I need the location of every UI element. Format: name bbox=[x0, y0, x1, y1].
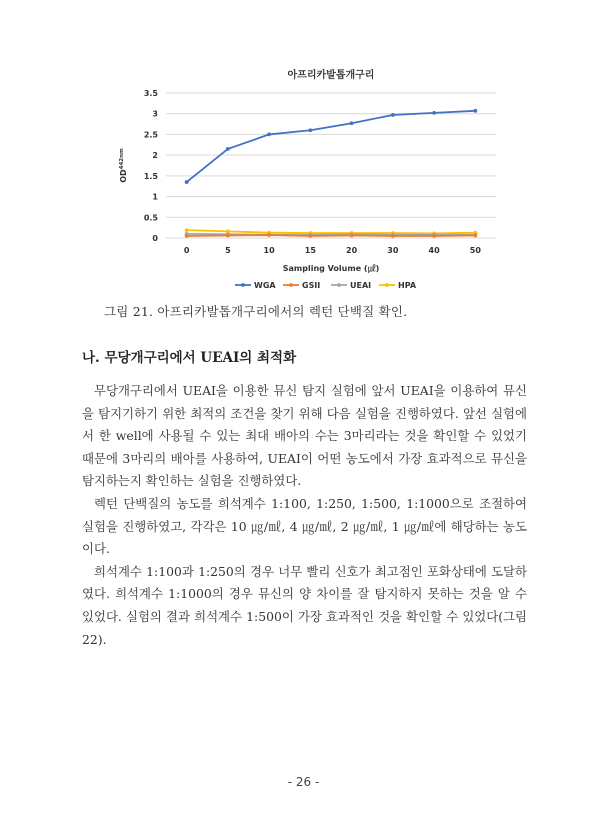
legend-label: UEAI bbox=[350, 281, 372, 290]
data-point-gsii bbox=[185, 234, 189, 238]
x-tick-label: 15 bbox=[304, 246, 316, 255]
series-line-ueai bbox=[187, 234, 476, 235]
data-point-wga bbox=[267, 133, 271, 137]
data-point-gsii bbox=[391, 234, 395, 238]
series-line-gsii bbox=[187, 235, 476, 236]
series-line-hpa bbox=[187, 230, 476, 233]
legend-marker-ueai bbox=[337, 283, 341, 287]
page-number: - 26 - bbox=[287, 775, 320, 789]
chart-svg bbox=[100, 58, 520, 298]
x-tick-label: 5 bbox=[225, 246, 231, 255]
body-text bbox=[82, 380, 527, 651]
x-tick-label: 0 bbox=[183, 246, 190, 255]
figure-caption: 그림 21. 아프리카발톱개구리에서의 렉턴 단백질 확인. bbox=[104, 304, 408, 319]
y-tick-label: 3 bbox=[152, 109, 158, 119]
data-point-wga bbox=[432, 111, 436, 115]
x-tick-label: 20 bbox=[346, 246, 358, 255]
x-axis-label: Sampling Volume (㎕) bbox=[282, 264, 380, 273]
legend-marker-hpa bbox=[385, 283, 389, 287]
data-point-wga bbox=[391, 113, 395, 117]
y-tick-label: 2.5 bbox=[143, 130, 158, 140]
y-tick-label: 0.5 bbox=[143, 213, 158, 223]
y-tick-label: 1.5 bbox=[143, 171, 158, 181]
x-tick-label: 30 bbox=[387, 246, 399, 255]
data-point-wga bbox=[308, 128, 312, 132]
data-point-hpa bbox=[185, 228, 189, 232]
data-point-gsii bbox=[432, 234, 436, 238]
legend-label: GSII bbox=[302, 281, 321, 290]
data-point-wga bbox=[226, 147, 230, 151]
series-line-wga bbox=[187, 111, 476, 182]
data-point-wga bbox=[473, 109, 477, 113]
paragraph: 희석계수 1:100과 1:250의 경우 너무 빨리 신호가 최고점인 포화상태에 도달하였다. 희석계수 1:1000의 경우 뮤신의 양 차이를 잘 탐지하지 못하는 것을 알 수 있었다. 실험의 결과 희석계수 1:500이 가장 효과적인 것을 확인할 수 있었다(그림 22). bbox=[82, 563, 527, 647]
data-point-wga bbox=[185, 180, 189, 184]
data-point-gsii bbox=[473, 234, 477, 238]
data-point-gsii bbox=[267, 233, 271, 237]
paragraph: 무당개구리에서 UEAI을 이용한 뮤신 탐지 실험에 앞서 UEAI을 이용하여 뮤신을 탐지기하기 위한 최적의 조건을 찾기 위해 다음 실험을 진행하였다. 앞선 실험에서 한 well에 사용될 수 있는 최대 배아의 수는 3마리라는 것을 확인할 수 있었기 때문에 3마리의 배아를 사용하여, UEAI이 어떤 농도에서 가장 효과적으로 뮤신을 탐지하는지 확인하는 실험을 진행하였다. bbox=[82, 383, 527, 489]
paragraph: 렉턴 단백질의 농도를 희석계수 1:100, 1:250, 1:500, 1:1000으로 조절하여 실험을 진행하였고, 각각은 10 ㎍/㎖, 4 ㎍/㎖, 2 ㎍/㎖, 1 ㎍/㎖에 해당하는 농도이다. bbox=[82, 495, 527, 557]
section-heading: 나. 무당개구리에서 UEAI의 최적화 bbox=[82, 350, 297, 366]
chart-title: 아프리카발톱개구리 bbox=[287, 70, 375, 81]
y-tick-label: 1 bbox=[152, 192, 158, 202]
legend-marker-gsii bbox=[289, 283, 293, 287]
data-point-wga bbox=[350, 121, 354, 125]
x-tick-label: 40 bbox=[428, 246, 440, 255]
data-point-gsii bbox=[350, 234, 354, 238]
data-point-gsii bbox=[226, 234, 230, 238]
legend-label: HPA bbox=[398, 281, 417, 290]
line-chart bbox=[100, 58, 520, 298]
x-tick-label: 10 bbox=[263, 246, 275, 255]
data-point-gsii bbox=[308, 234, 312, 238]
legend-label: WGA bbox=[254, 281, 276, 290]
y-tick-label: 0 bbox=[152, 234, 158, 243]
legend-marker-wga bbox=[241, 283, 245, 287]
y-tick-label: 3.5 bbox=[143, 89, 158, 98]
y-tick-label: 2 bbox=[152, 151, 158, 161]
x-tick-label: 50 bbox=[469, 246, 481, 255]
y-axis-label: $OD^{442nm}$ bbox=[119, 148, 128, 183]
